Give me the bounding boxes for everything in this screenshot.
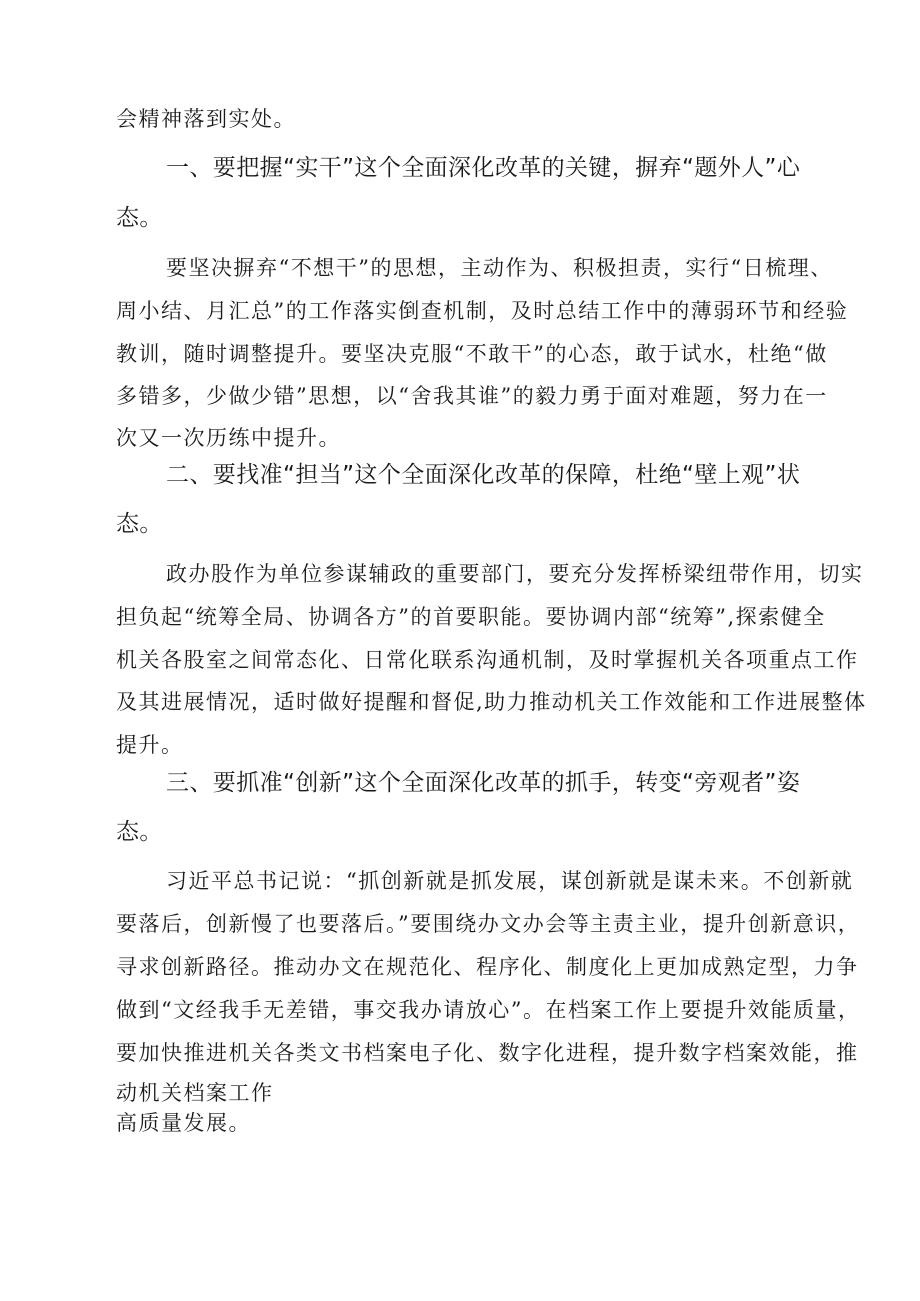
paragraph-line: 要落后，创新慢了也要落后。”要围绕办文办会等主责主业，提升创新意识， — [116, 912, 861, 936]
paragraph-line: 教训，随时调整提升。要坚决克服“不敢干”的心态，敢于试水，杜绝“做 — [116, 342, 828, 366]
paragraph-line: 政办股作为单位参谋辅政的重要部门，要充分发挥桥梁纽带作用，切实 — [166, 562, 864, 586]
paragraph-line: 多错多，少做少错”思想，以“舍我其谁”的毅力勇于面对难题，努力在一 — [116, 384, 828, 408]
paragraph-line: 提升。 — [116, 733, 184, 757]
section-heading-1: 一、要把握“实干”这个全面深化改革的关键，摒弃“题外人”心 — [166, 155, 801, 181]
section-heading-2: 二、要找准“担当”这个全面深化改革的保障，杜绝“壁上观”状 — [166, 462, 801, 488]
paragraph-line: 高质量发展。 — [116, 1111, 251, 1135]
paragraph-line: 会精神落到实处。 — [116, 107, 296, 131]
paragraph-line: 周小结、月汇总”的工作落实倒查机制，及时总结工作中的薄弱环节和经验 — [116, 299, 849, 323]
paragraph-line: 习近平总书记说：“抓创新就是抓发展，谋创新就是谋未来。不创新就 — [166, 869, 854, 893]
paragraph-line: 做到“文经我手无差错，事交我办请放心”。在档案工作上要提升效能质量， — [116, 998, 861, 1022]
paragraph-line: 担负起“统筹全局、协调各方”的首要职能。要协调内部“统筹”,探索健全 — [116, 605, 826, 629]
section-heading-2-cont: 态。 — [116, 511, 163, 537]
paragraph-line: 机关各股室之间常态化、日常化联系沟通机制，及时掌握机关各项重点工作 — [116, 648, 859, 672]
paragraph-line: 及其进展情况，适时做好提醒和督促,助力推动机关工作效能和工作进展整体 — [116, 690, 867, 714]
paragraph-line: 要坚决摒弃“不想干”的思想，主动作为、积极担责，实行“日梳理、 — [166, 256, 833, 280]
section-heading-3: 三、要抓准“创新”这个全面深化改革的抓手，转变“旁观者”姿 — [166, 770, 801, 796]
paragraph-line: 次又一次历练中提升。 — [116, 426, 341, 450]
section-heading-1-cont: 态。 — [116, 205, 163, 231]
paragraph-line: 要加快推进机关各类文书档案电子化、数字化进程，提升数字档案效能，推 — [116, 1041, 859, 1065]
paragraph-line: 动机关档案工作 — [116, 1081, 274, 1105]
paragraph-line: 寻求创新路径。推动办文在规范化、程序化、制度化上更加成熟定型，力争 — [116, 955, 859, 979]
section-heading-3-cont: 态。 — [116, 819, 163, 845]
